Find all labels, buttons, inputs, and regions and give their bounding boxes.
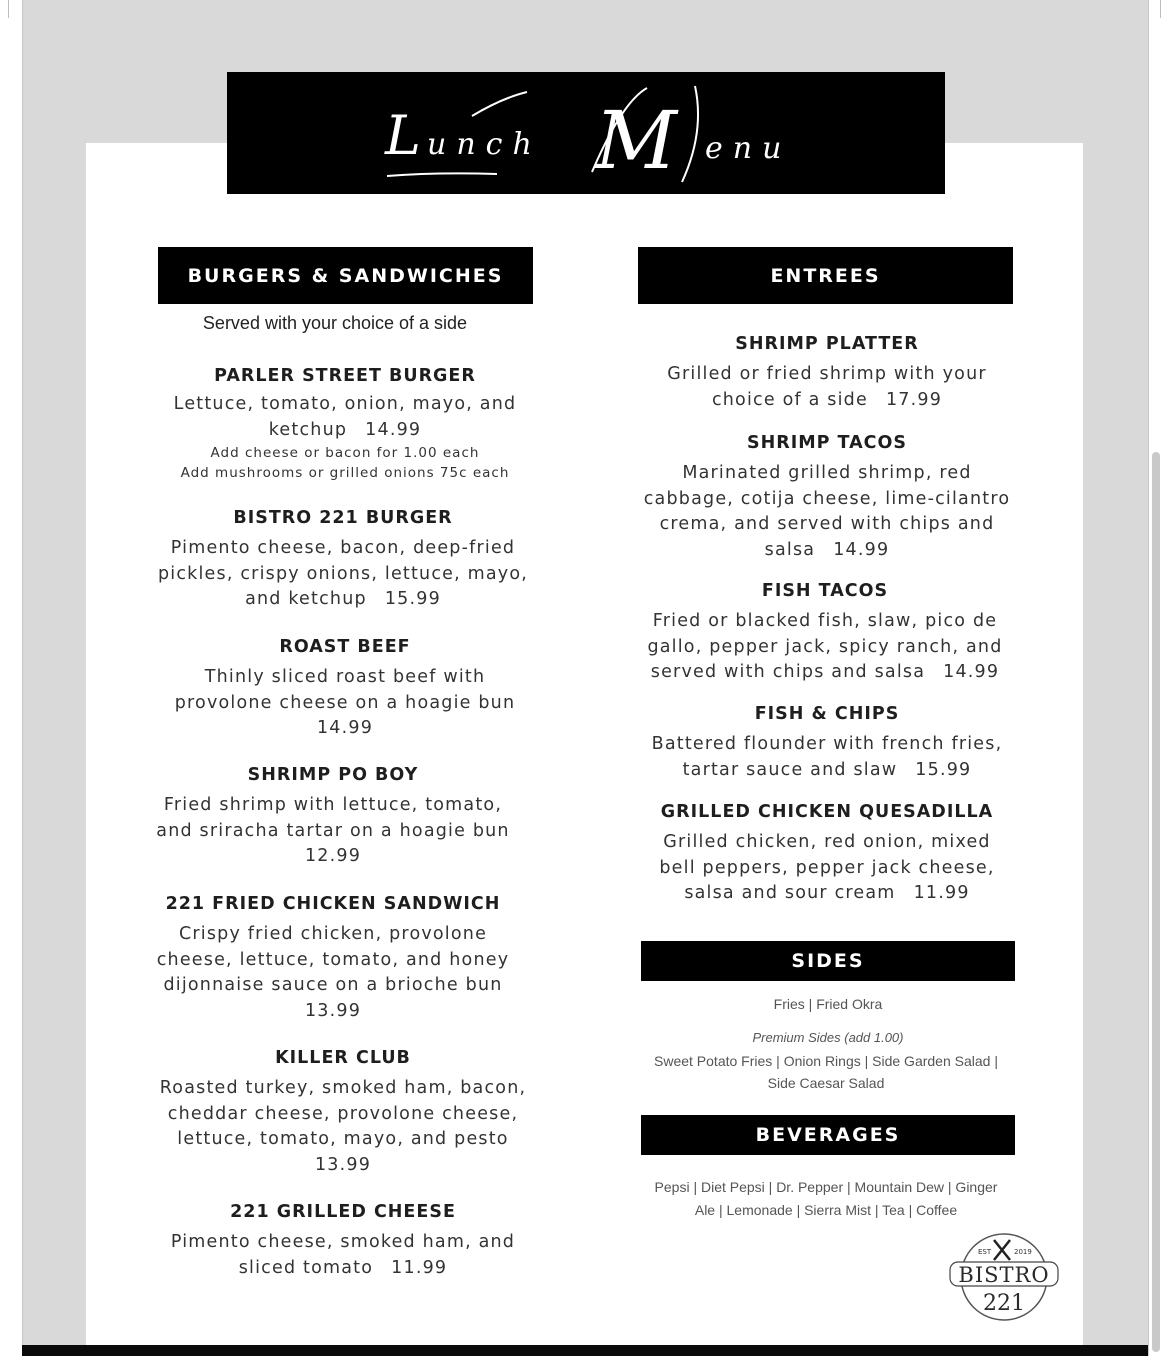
item-desc: dijonnaise sauce on a brioche bun [163, 975, 503, 995]
item-name: SHRIMP PLATTER [735, 334, 919, 354]
item-name: FISH TACOS [761, 581, 889, 601]
item-name: KILLER CLUB [275, 1048, 411, 1068]
sides-basic: Fries | Fried Okra [773, 996, 883, 1012]
sides-premium-line: Side Caesar Salad [767, 1075, 885, 1091]
section-header-beverages: BEVERAGES [641, 1115, 1015, 1155]
title-word-menu-cap: M [595, 94, 677, 187]
item-desc-text: salsa [764, 539, 816, 560]
item-price: 12.99 [304, 846, 362, 866]
item-desc: pickles, crispy onions, lettuce, mayo, [157, 563, 529, 584]
item-desc-line [148, 1256, 538, 1282]
menu-item [148, 1048, 538, 1178]
logo-est: EST [978, 1248, 992, 1256]
menu-item [632, 433, 1022, 563]
item-desc-text: and ketchup [245, 589, 367, 609]
item-name: 221 GRILLED CHEESE [230, 1202, 456, 1222]
item-price: 14.99 [943, 662, 1000, 682]
bistro-logo [948, 1230, 1060, 1324]
item-desc: Marinated grilled shrimp, red [682, 463, 972, 483]
item-desc-line [148, 587, 538, 613]
item-name: FISH & CHIPS [754, 704, 900, 724]
item-name: PARLER STREET BURGER [214, 366, 476, 386]
section-header-entrees: ENTREES [638, 247, 1013, 304]
item-desc: Thinly sliced roast beef with [204, 667, 486, 687]
item-price: 13.99 [314, 1154, 372, 1175]
item-price: 11.99 [391, 1257, 448, 1278]
item-desc-text: tartar sauce and slaw [682, 759, 898, 780]
menu-item [138, 894, 528, 1024]
item-price: 14.99 [316, 718, 374, 738]
bottom-bar [22, 1345, 1148, 1356]
item-desc: bell peppers, pepper jack cheese, [659, 857, 995, 878]
item-price: 14.99 [833, 539, 890, 560]
menu-item [632, 334, 1022, 413]
item-desc: Fried shrimp with lettuce, tomato, [163, 795, 503, 815]
item-price: 14.99 [365, 419, 422, 440]
item-desc-text: ketchup [268, 419, 348, 440]
title-word-lunch-rest: unch [427, 127, 542, 162]
item-price: 15.99 [915, 759, 972, 780]
item-desc-line [632, 538, 1022, 564]
menu-item [632, 704, 1022, 783]
item-desc: cabbage, cotija cheese, lime-cilantro [643, 488, 1011, 509]
item-name: BISTRO 221 BURGER [233, 508, 453, 528]
beverages-line: Ale | Lemonade | Sierra Mist | Tea | Coffee [694, 1202, 958, 1218]
burgers-subtitle: Served with your choice of a side [202, 313, 468, 333]
item-desc: and sriracha tartar on a hoagie bun [156, 820, 510, 841]
title-banner [227, 72, 945, 194]
item-desc-text: salsa and sour cream [684, 883, 896, 903]
sides-premium-line: Sweet Potato Fries | Onion Rings | Side Garden Salad | [654, 1053, 998, 1069]
item-desc: Grilled or fried shrimp with your [667, 364, 987, 384]
item-desc: crema, and served with chips and [659, 514, 995, 534]
item-name: GRILLED CHICKEN QUESADILLA [660, 802, 994, 822]
item-desc-line [632, 388, 1022, 414]
item-desc-text: served with chips and salsa [650, 662, 926, 682]
section-header-sides: SIDES [641, 941, 1015, 981]
logo-number: 221 [983, 1291, 1025, 1316]
item-desc-text: choice of a side [711, 389, 868, 410]
title-word-menu-rest: enu [705, 131, 792, 166]
beverages-line: Pepsi | Diet Pepsi | Dr. Pepper | Mountain Dew | Ginger [654, 1179, 998, 1195]
item-desc: gallo, pepper jack, spicy ranch, and [647, 636, 1003, 657]
menu-item [148, 1202, 538, 1281]
sides-premium-list [636, 1050, 1016, 1094]
logo-name: BISTRO [958, 1263, 1050, 1287]
item-note: Add mushrooms or grilled onions 75c each [180, 465, 510, 481]
item-desc: Crispy fried chicken, provolone [178, 924, 488, 944]
menu-item [630, 581, 1020, 686]
item-desc: provolone cheese on a hoagie bun [174, 692, 516, 713]
item-desc: Lettuce, tomato, onion, mayo, and [173, 394, 517, 414]
item-desc: Pimento cheese, bacon, deep-fried [170, 538, 516, 558]
item-desc-line [632, 881, 1022, 907]
item-note: Add cheese or bacon for 1.00 each [210, 445, 480, 461]
item-price: 17.99 [885, 389, 943, 410]
scrollbar[interactable] [1152, 452, 1160, 1352]
frame-line-left [8, 0, 9, 18]
item-name: SHRIMP TACOS [746, 433, 907, 453]
sides-premium-label: Premium Sides (add 1.00) [752, 1030, 904, 1045]
item-desc: Grilled chicken, red onion, mixed [663, 832, 991, 852]
item-desc: cheese, lettuce, tomato, and honey [156, 949, 510, 970]
beverages-list [634, 1176, 1018, 1222]
item-desc-line [630, 660, 1020, 686]
title-script [227, 72, 945, 194]
item-price: 13.99 [304, 1000, 362, 1021]
item-desc: Pimento cheese, smoked ham, and [170, 1232, 516, 1252]
item-desc-text: sliced tomato [238, 1257, 374, 1278]
item-name: 221 FRIED CHICKEN SANDWICH [165, 894, 501, 914]
item-desc: cheddar cheese, provolone cheese, [167, 1103, 519, 1124]
section-header-burgers: BURGERS & SANDWICHES [158, 247, 533, 304]
title-word-lunch-cap: L [385, 104, 421, 167]
menu-item [632, 802, 1022, 907]
item-desc-line [632, 758, 1022, 784]
item-name: SHRIMP PO BOY [247, 765, 419, 785]
item-desc: Battered flounder with french fries, [651, 734, 1003, 754]
item-name: ROAST BEEF [279, 637, 411, 657]
menu-item [148, 508, 538, 613]
item-desc: lettuce, tomato, mayo, and pesto [177, 1129, 509, 1149]
logo-year: 2019 [1014, 1248, 1032, 1256]
item-desc: Roasted turkey, smoked ham, bacon, [159, 1078, 527, 1098]
menu-item [150, 366, 540, 483]
menu-item [138, 765, 528, 870]
item-price: 11.99 [913, 883, 970, 903]
menu-item [150, 637, 540, 742]
item-desc: Fried or blacked fish, slaw, pico de [652, 611, 998, 631]
item-desc-line [150, 418, 540, 444]
item-price: 15.99 [384, 589, 441, 609]
frame-line-right [1160, 0, 1161, 18]
